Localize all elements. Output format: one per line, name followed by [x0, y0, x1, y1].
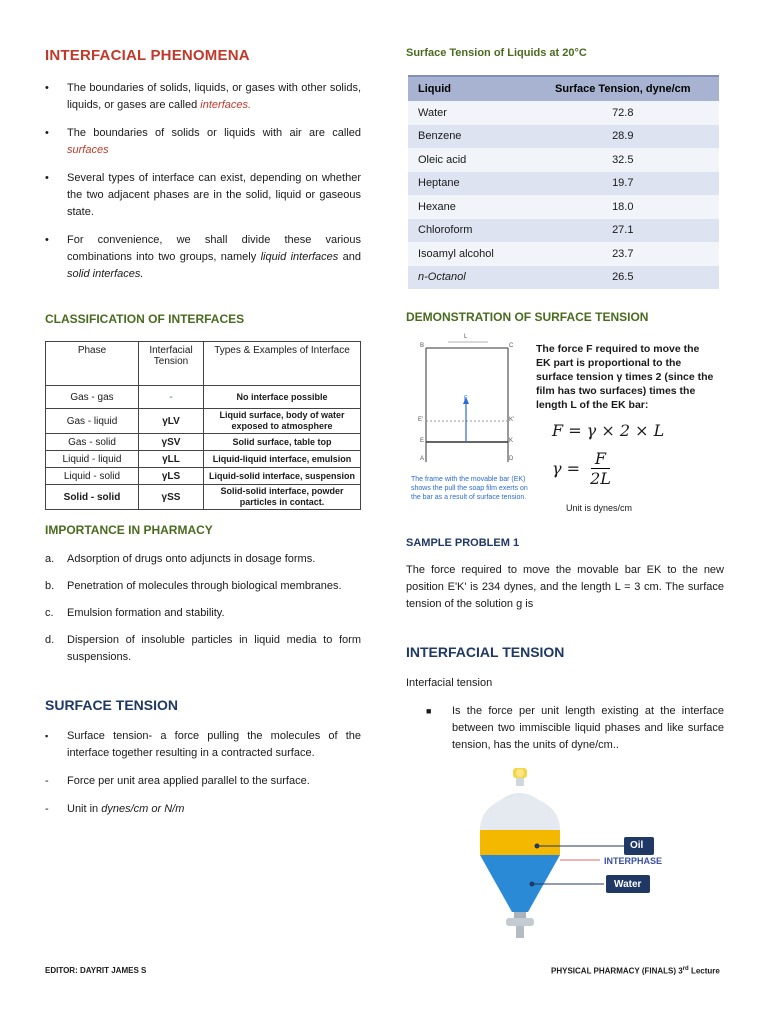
label-c: C [509, 343, 514, 349]
bullet-item: • The boundaries of solids or liquids with air are called surfaces [45, 127, 361, 156]
list-item: b. Penetration of molecules through biological membranes. [45, 580, 342, 592]
column-header: Liquid [408, 76, 527, 101]
label-a: A [420, 456, 425, 462]
bullet-dot: • [45, 127, 49, 139]
demo-heading: DEMONSTRATION OF SURFACE TENSION [406, 310, 649, 324]
table-row: Liquid - solid γLS Liquid-solid interface, suspension [46, 468, 361, 485]
interfacial-heading: INTERFACIAL TENSION [406, 644, 565, 660]
bullet-dot: • [45, 172, 49, 184]
bullet-dot: • [45, 234, 49, 246]
sample-heading: SAMPLE PROBLEM 1 [406, 537, 520, 549]
oil-label: Oil [630, 840, 644, 851]
unit-note: Unit is dynes/cm [566, 503, 633, 513]
footer-course: PHYSICAL PHARMACY (FINALS) 3rd Lecture [551, 966, 720, 976]
column-header: Types & Examples of Interface [204, 342, 361, 386]
table-row: Gas - gas - No interface possible [46, 386, 361, 409]
bullet-item: • For convenience, we shall divide these various combinations into two groups, namely liquid interfaces and solid interfaces. [45, 234, 361, 280]
bullet-dot: • [45, 82, 49, 94]
formula-force: F = γ × 2 × L [552, 421, 665, 440]
label-f: F [464, 396, 468, 402]
bullet-dot: ■ [426, 706, 432, 716]
list-item: c. Emulsion formation and stability. [45, 607, 225, 619]
formula-gamma: γ = $\frac{F}{2L}$ [552, 449, 615, 488]
label-k: K [509, 438, 514, 444]
table-row: Solid - solid γSS Solid-solid interface, powder particles in contact. [46, 485, 361, 510]
interphase-label: INTERPHASE [604, 856, 663, 866]
surface-tension-table [408, 75, 719, 289]
list-item: - Unit in dynes/cm or N/m [45, 803, 185, 815]
table-row: n-Octanol 26.5 [408, 266, 719, 290]
classification-table [45, 341, 361, 510]
frame-caption: The frame with the movable bar (EK) shows the pull the soap film exerts on the bar as a result of surface tension. [411, 476, 528, 501]
classification-heading: CLASSIFICATION OF INTERFACES [45, 312, 245, 326]
label-b: B [420, 343, 425, 349]
table-row: Hexane 18.0 [408, 195, 719, 219]
table-row: Chloroform 27.1 [408, 219, 719, 243]
table-row: Oleic acid 32.5 [408, 148, 719, 172]
column-header: Phase [46, 342, 139, 386]
surface-tension-heading: SURFACE TENSION [45, 697, 179, 713]
table-row: Gas - liquid γLV Liquid surface, body of water exposed to atmosphere [46, 409, 361, 434]
table-row: Benzene 28.9 [408, 125, 719, 149]
list-item: d. Dispersion of insoluble particles in liquid media to form suspensions. [45, 634, 361, 663]
sample-text: The force required to move the movable bar EK to the new position E'K' is 234 dynes, and the length L = 3 cm. The surface tension of the solution g is [406, 564, 724, 610]
bullet-item: • The boundaries of solids, liquids, or gases with other solids, liquids, or gases are called interfaces. [45, 82, 361, 111]
table-row: Liquid - liquid γLL Liquid-liquid interface, emulsion [46, 451, 361, 468]
label-l: L [464, 334, 468, 340]
separatory-funnel [470, 762, 680, 944]
list-item: a. Adsorption of drugs onto adjuncts in dosage forms. [45, 553, 316, 565]
demo-explanation: The force F required to move the EK part is proportional to the surface tension γ times 2 (since the film has two surfaces) times the length L of the EK bar: [536, 343, 714, 411]
table-row: Isoamyl alcohol 23.7 [408, 242, 719, 266]
label-k-prime: K' [509, 417, 515, 423]
interfacial-bullet: ■ Is the force per unit length existing at the interface between two immiscible liquid phases and like surface tension, has the units of dyne/cm.. [426, 705, 724, 751]
list-item: ▪ Surface tension- a force pulling the molecules of the interface together resulting in a contracted surface. [45, 730, 361, 759]
frame-diagram [408, 334, 528, 474]
table-header-row [46, 342, 361, 386]
bullet-item: • Several types of interface can exist, depending on whether the two adjacent phases are in the solid, liquid or gaseous state. [45, 172, 361, 218]
table-row: Water 72.8 [408, 101, 719, 125]
water-label: Water [614, 879, 642, 890]
column-header: Interfacial Tension [139, 342, 204, 386]
footer-editor: EDITOR: DAYRIT JAMES S [45, 966, 147, 975]
table-row: Gas - solid γSV Solid surface, table top [46, 434, 361, 451]
table-header-row [408, 76, 719, 101]
label-d: D [509, 456, 514, 462]
page-title: INTERFACIAL PHENOMENA [45, 47, 250, 64]
column-header: Surface Tension, dyne/cm [527, 76, 719, 101]
table-row: Heptane 19.7 [408, 172, 719, 196]
surface-tension-table-title: Surface Tension of Liquids at 20°C [406, 47, 587, 59]
label-e-prime: E' [418, 417, 424, 423]
interfacial-subheading: Interfacial tension [406, 677, 493, 689]
fraction: $\frac{F}{2L}$ [590, 449, 611, 488]
label-e: E [420, 438, 425, 444]
list-item: - Force per unit area applied parallel to the surface. [45, 775, 310, 787]
pharmacy-heading: IMPORTANCE IN PHARMACY [45, 523, 213, 537]
